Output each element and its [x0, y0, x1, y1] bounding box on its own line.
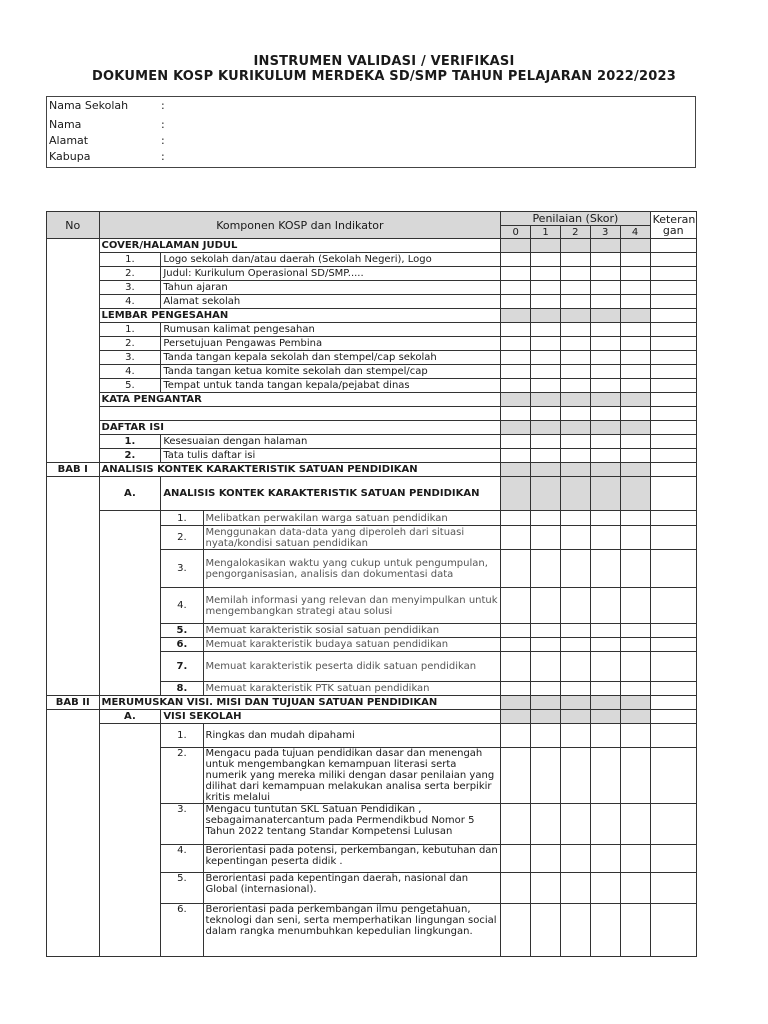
section-kata-pengantar: KATA PENGANTAR: [99, 393, 501, 407]
item-number: 4.: [99, 295, 161, 309]
item-number: 7.: [161, 652, 203, 682]
item-number: 3.: [161, 804, 203, 845]
item-number: 1.: [99, 253, 161, 267]
section-daftar-isi: DAFTAR ISI: [99, 421, 501, 435]
item-number: 5.: [161, 873, 203, 904]
bab-2-no-spacer: [47, 710, 100, 957]
bab-1-no: BAB I: [47, 463, 100, 477]
info-label: Kabupa: [49, 150, 91, 163]
item-number: 3.: [99, 351, 161, 365]
item-text: Mengacu tuntutan SKL Satuan Pendidikan , sebagaimanatercantum pada Permendikbud Nomor 5 Tahun 2022 tentang Standar Kompetensi Lulusan: [203, 804, 501, 845]
item-text: Alamat sekolah: [161, 295, 501, 309]
item-text: Tahun ajaran: [161, 281, 501, 295]
bab-2-title: MERUMUSKAN VISI. MISI DAN TUJUAN SATUAN PENDIDIKAN: [99, 696, 501, 710]
header-keterangan: Keteran gan: [650, 212, 696, 239]
item-text: Mengalokasikan waktu yang cukup untuk pengumpulan, pengorganisasian, analisis dan dokumentasi data: [203, 550, 501, 588]
item-text: Tata tulis daftar isi: [161, 449, 501, 463]
info-colon: :: [161, 134, 165, 147]
item-number: 3.: [161, 550, 203, 588]
item-number: 2.: [99, 337, 161, 351]
info-colon: :: [161, 150, 165, 163]
item-text: Menggunakan data-data yang diperoleh dari situasi nyata/kondisi satuan pendidikan: [203, 526, 501, 550]
bab-1-sub-letter: A.: [99, 477, 161, 511]
item-number: 2.: [99, 449, 161, 463]
item-number: 8.: [161, 682, 203, 696]
item-text: Berorientasi pada kepentingan daerah, nasional dan Global (internasional).: [203, 873, 501, 904]
bab-1-indent: [99, 511, 161, 696]
info-label: Nama: [49, 118, 82, 131]
bab-1-sub-title: ANALISIS KONTEK KARAKTERISTIK SATUAN PENDIDIKAN: [161, 477, 501, 511]
info-label: Nama Sekolah: [49, 99, 129, 112]
item-text: Memuat karakteristik peserta didik satuan pendidikan: [203, 652, 501, 682]
item-number: 2.: [99, 267, 161, 281]
score-3: 3: [590, 226, 620, 239]
item-number: 4.: [161, 845, 203, 873]
item-number: 1.: [161, 511, 203, 526]
item-number: 4.: [161, 588, 203, 624]
score-0: 0: [501, 226, 531, 239]
header-no: No: [47, 212, 100, 239]
bab-1-title: ANALISIS KONTEK KARAKTERISTIK SATUAN PENDIDIKAN: [99, 463, 501, 477]
item-text: Tanda tangan kepala sekolah dan stempel/cap sekolah: [161, 351, 501, 365]
info-colon: :: [161, 118, 165, 131]
item-text: Memuat karakteristik budaya satuan pendidikan: [203, 638, 501, 652]
no-cell-front: [47, 239, 100, 463]
bab-2-no: BAB II: [47, 696, 100, 710]
bab-1-no-spacer: [47, 477, 100, 696]
info-colon: :: [161, 99, 165, 112]
item-number: 1.: [161, 724, 203, 748]
title-line-2: DOKUMEN KOSP KURIKULUM MERDEKA SD/SMP TAHUN PELAJARAN 2022/2023: [92, 69, 676, 84]
item-number: 5.: [99, 379, 161, 393]
item-text: Logo sekolah dan/atau daerah (Sekolah Negeri), Logo: [161, 253, 501, 267]
header-penilaian: Penilaian (Skor): [501, 212, 650, 226]
item-text: Memilah informasi yang relevan dan menyimpulkan untuk mengembangkan strategi atau solusi: [203, 588, 501, 624]
score-4: 4: [620, 226, 650, 239]
validation-table: [46, 211, 697, 957]
item-number: 6.: [161, 638, 203, 652]
title-line-1: INSTRUMEN VALIDASI / VERIFIKASI: [253, 54, 515, 69]
item-number: 1.: [99, 323, 161, 337]
item-text: Memuat karakteristik sosial satuan pendidikan: [203, 624, 501, 638]
school-info-box: [46, 96, 696, 168]
item-number: 3.: [99, 281, 161, 295]
bab-2-sub-title: VISI SEKOLAH: [161, 710, 501, 724]
item-number: 6.: [161, 904, 203, 957]
item-text: Rumusan kalimat pengesahan: [161, 323, 501, 337]
item-number: 1.: [99, 435, 161, 449]
item-text: Berorientasi pada perkembangan ilmu pengetahuan, teknologi dan seni, serta memperhatikan lingungan social dalam rangka menumbuhkan kepedulian lingkungan.: [203, 904, 501, 957]
item-text: Berorientasi pada potensi, perkembangan, kebutuhan dan kepentingan peserta didik .: [203, 845, 501, 873]
item-text: Melibatkan perwakilan warga satuan pendidikan: [203, 511, 501, 526]
item-text: Memuat karakteristik PTK satuan pendidikan: [203, 682, 501, 696]
item-text: Ringkas dan mudah dipahami: [203, 724, 501, 748]
section-cover: COVER/HALAMAN JUDUL: [99, 239, 501, 253]
item-number: 4.: [99, 365, 161, 379]
header-komponen: Komponen KOSP dan Indikator: [99, 212, 501, 239]
section-pengesahan: LEMBAR PENGESAHAN: [99, 309, 501, 323]
item-text: Judul: Kurikulum Operasional SD/SMP.....: [161, 267, 501, 281]
item-text: Tempat untuk tanda tangan kepala/pejabat dinas: [161, 379, 501, 393]
item-text: Tanda tangan ketua komite sekolah dan stempel/cap: [161, 365, 501, 379]
score-1: 1: [531, 226, 561, 239]
bab-2-sub-letter: A.: [99, 710, 161, 724]
score-2: 2: [560, 226, 590, 239]
item-text: Kesesuaian dengan halaman: [161, 435, 501, 449]
item-number: 5.: [161, 624, 203, 638]
item-number: 2.: [161, 748, 203, 804]
item-text: Persetujuan Pengawas Pembina: [161, 337, 501, 351]
item-text: Mengacu pada tujuan pendidikan dasar dan menengah untuk mengembangkan kemampuan literasi serta numerik yang mereka miliki dengan dasar penilaian yang dilihat dari kemampuan melakukan analisa serta berpikir kritis melalui: [203, 748, 501, 804]
info-label: Alamat: [49, 134, 89, 147]
item-number: 2.: [161, 526, 203, 550]
bab-2-indent: [99, 724, 161, 957]
